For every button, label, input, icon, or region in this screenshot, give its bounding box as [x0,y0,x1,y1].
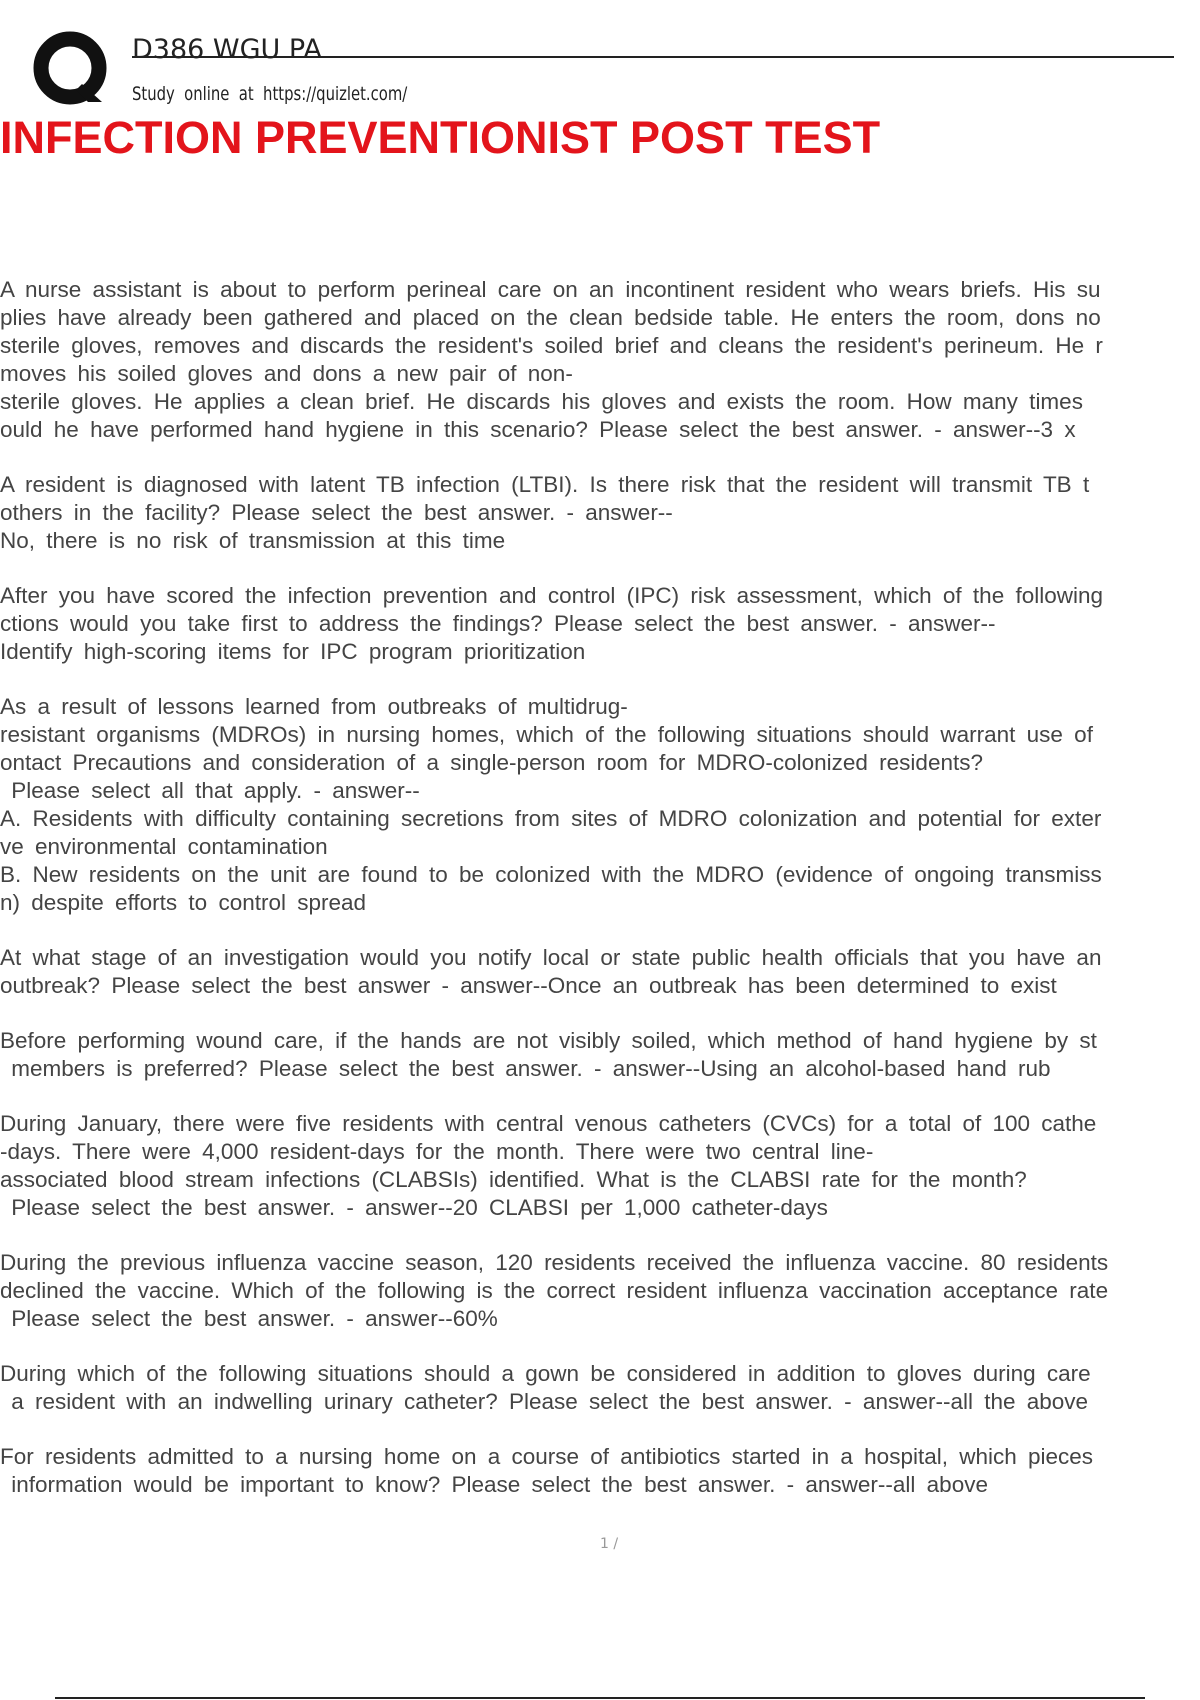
question-line: For residents admitted to a nursing home on a course of antibiotics started in a hospital, which pieces [0,1444,1105,1469]
question-line: moves his soiled gloves and dons a new pair of non- [0,361,573,386]
question-line: Please select the best answer. - answer--20 CLABSI per 1,000 catheter-days [0,1195,828,1220]
question-line: No, there is no risk of transmission at this time [0,528,506,553]
question-line: A. Residents with difficulty containing secretions from sites of MDRO colonization and potential for exter [0,806,1102,831]
question-line: During the previous influenza vaccine season, 120 residents received the influenza vaccine. 80 residents [0,1250,1109,1275]
question-line: B. New residents on the unit are found to be colonized with the MDRO (evidence of ongoing transmiss [0,862,1102,887]
question-line: resistant organisms (MDROs) in nursing homes, which of the following situations should warrant use of [0,722,1105,747]
question-block [0,1443,1200,1499]
page-number: 1 / [600,1536,619,1552]
question-line: Please select all that apply. - answer-- [0,778,420,803]
question-line: During January, there were five residents with central venous catheters (CVCs) for a total of 100 cathe [0,1111,1097,1136]
question-line: ctions would you take first to address the findings? Please select the best answer. - answer-- [0,611,996,636]
question-block [0,471,1200,555]
question-line: members is preferred? Please select the best answer. - answer--Using an alcohol-based hand rub [0,1056,1051,1081]
question-line: others in the facility? Please select the best answer. - answer-- [0,500,673,525]
question-block [0,944,1200,1000]
course-code: D386 WGU PA [132,34,322,65]
question-line: -days. There were 4,000 resident-days for the month. There were two central line- [0,1139,874,1164]
question-line: A nurse assistant is about to perform perineal care on an incontinent resident who wears briefs. His su [0,277,1101,302]
question-line: Identify high-scoring items for IPC program prioritization [0,639,586,664]
question-block [0,276,1200,444]
question-line: plies have already been gathered and placed on the clean bedside table. He enters the room, dons no [0,305,1101,330]
question-line: associated blood stream infections (CLABSIs) identified. What is the CLABSI rate for the month? [0,1167,1027,1192]
question-line: sterile gloves, removes and discards the resident's soiled brief and cleans the resident's perineum. He r [0,333,1103,358]
question-block [0,1027,1200,1083]
question-block [0,1249,1200,1333]
question-line: Before performing wound care, if the hands are not visibly soiled, which method of hand hygiene by st [0,1028,1097,1053]
question-line: outbreak? Please select the best answer - answer--Once an outbreak has been determined to exist [0,973,1057,998]
question-line: A resident is diagnosed with latent TB infection (LTBI). Is there risk that the resident will transmit TB t [0,472,1090,497]
question-block [0,693,1200,917]
question-block [0,582,1200,666]
quizlet-logo-icon [32,30,112,110]
question-line: sterile gloves. He applies a clean brief. He discards his gloves and exists the room. How many times [0,389,1095,414]
question-line: At what stage of an investigation would you notify local or state public health officials that you have an [0,945,1102,970]
question-line: After you have scored the infection prevention and control (IPC) risk assessment, which of the following [0,583,1104,608]
question-line: As a result of lessons learned from outbreaks of multidrug- [0,694,628,719]
question-line: ould he have performed hand hygiene in this scenario? Please select the best answer. - answer--3 x [0,417,1076,442]
question-list [0,276,1200,1526]
question-line: ontact Precautions and consideration of a single-person room for MDRO-colonized residents? [0,750,983,775]
question-line: Please select the best answer. - answer--60% [0,1306,498,1331]
footer-rule [55,1697,1145,1699]
question-line: information would be important to know? Please select the best answer. - answer--all above [0,1472,988,1497]
question-line: ve environmental contamination [0,834,328,859]
question-block [0,1110,1200,1222]
question-line: During which of the following situations should a gown be considered in addition to gloves during care [0,1361,1102,1386]
question-line: declined the vaccine. Which of the following is the correct resident influenza vaccination acceptance rate [0,1278,1109,1303]
document-title: INFECTION PREVENTIONIST POST TEST [0,112,881,163]
question-block [0,1360,1200,1416]
question-line: a resident with an indwelling urinary catheter? Please select the best answer. - answer--all the above [0,1389,1089,1414]
study-online-text: Study online at https://quizlet.com/ [132,83,408,105]
question-line: n) despite efforts to control spread [0,890,367,915]
page-header [32,30,1142,110]
